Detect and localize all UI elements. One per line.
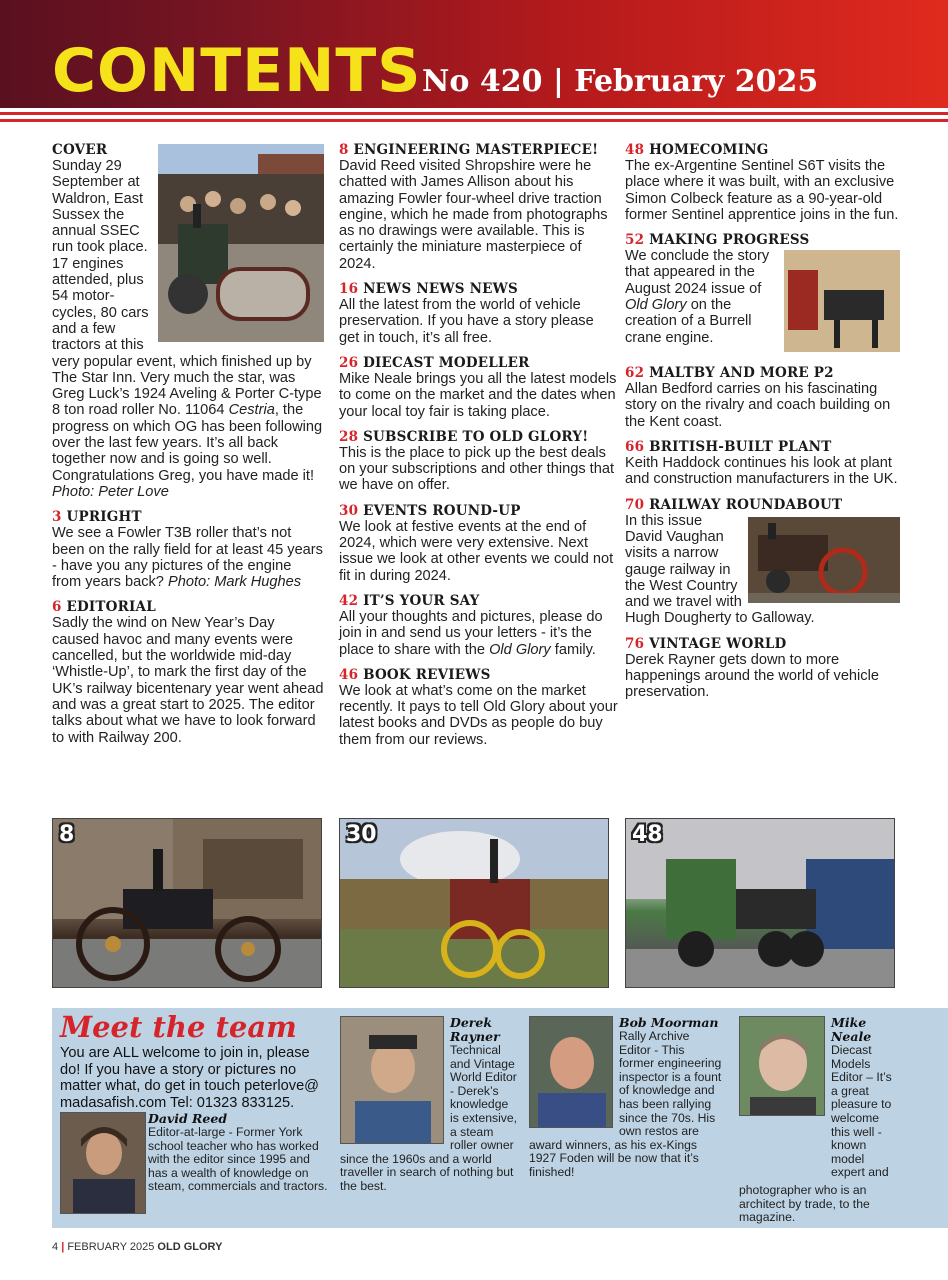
entry-page-number: 26 (339, 354, 359, 371)
entry-title: UPRIGHT (66, 509, 142, 526)
contents-entry (339, 593, 618, 658)
entry-title: BOOK REVIEWS (363, 666, 491, 683)
member-name: David Reed (148, 1111, 228, 1126)
burrell-crane-engine-photo (784, 250, 900, 352)
entry-page-number: 16 (339, 281, 359, 298)
entry-body: Keith Haddock continues his look at plant and construction manufacturers in the UK. (625, 455, 898, 488)
entry-title: HOMECOMING (649, 142, 769, 158)
portrait-illustration (61, 1113, 146, 1214)
traction-engine-illustration (53, 819, 322, 988)
contents-entry (339, 355, 618, 420)
cover-heading: COVER (52, 142, 108, 158)
team-member-bob (529, 1016, 723, 1180)
cover-credit: Photo: Peter Love (52, 483, 169, 500)
footer-date: FEBRUARY 2025 (67, 1241, 155, 1253)
entry-body: The ex-Argentine Sentinel S6T visits the place where it was built, with an exclusive Simon Colbeck feature as a 90-year-old former Sentinel apprentice joins in the fun. (625, 158, 899, 223)
entry-title: RAILWAY ROUNDABOUT (649, 496, 843, 513)
header-rule-top (0, 112, 948, 115)
entry-italic: Old Glory (489, 641, 551, 658)
photo-page-badge: 30 (346, 822, 377, 847)
entry-title: VINTAGE WORLD (649, 635, 787, 652)
meet-the-team-panel (52, 1008, 948, 1228)
photo-traction-engine (52, 818, 322, 988)
entry-title: MALTBY AND MORE P2 (649, 365, 834, 382)
member-bio: Technical and Vintage World Editor - Derek’s knowledge is extensive, a steam roller owner since the 1960s and a world traveller in search of nothing but the best. (340, 1043, 518, 1193)
photo-page-badge: 48 (632, 822, 663, 847)
entry-page-number: 66 (625, 439, 645, 456)
entry-body: Derek Rayner gets down to more happenings around the world of vehicle preservation. (625, 651, 879, 701)
contents-entry (625, 142, 900, 223)
cover-entry (52, 142, 324, 500)
entry-page-number: 46 (339, 666, 359, 683)
contents-entry (625, 439, 900, 488)
photo-showmans-engine (339, 818, 609, 988)
entry-page-number: 52 (625, 232, 645, 249)
entry-title: EVENTS ROUND-UP (363, 502, 521, 519)
footer-brand: OLD GLORY (157, 1241, 223, 1253)
entry-page-number: 76 (625, 635, 645, 652)
contents-entry (339, 281, 618, 346)
entry-title: BRITISH-BUILT PLANT (649, 439, 832, 456)
railway-engine-photo (748, 517, 900, 603)
team-title: Meet the team (60, 1010, 297, 1044)
photo-sentinel-lorry (625, 818, 895, 988)
member-bio: Editor-at-large - Former York school teacher who has worked with the editor since 1995 and has a wealth of knowledge on steam, commercials and tractors. (148, 1125, 328, 1194)
entry-body: Sadly the wind on New Year’s Day caused havoc and many events were cancelled, but the worldwide mid-day ‘Whistle-Up’, to mark the first day of the UK’s railway bicentenary year went ahead and was a great start to 2025. The editor talks about what we have to look forward to with Railway 200. (52, 615, 324, 746)
member-name: Mike Neale (831, 1015, 872, 1044)
entry-body-2: family. (550, 641, 596, 658)
cover-photo (158, 144, 324, 342)
entry-body: All the latest from the world of vehicle preservation. If you have a story please get in touch, it’s all free. (339, 297, 594, 346)
entry-page-number: 48 (625, 142, 645, 158)
header-rule-bottom (0, 119, 948, 122)
team-member-david (148, 1112, 328, 1194)
contents-entry (339, 142, 618, 272)
crane-engine-illustration (784, 250, 900, 352)
entry-body: We see a Fowler T3B roller that’s not been on the rally field for at least 45 years - have you any pictures of the engine from years back? (52, 525, 323, 591)
entry-title: NEWS NEWS NEWS (363, 281, 518, 298)
entry-body: We look at what’s come on the market recently. It pays to tell Old Glory about your latest books and DVDs as people do buy them from our reviews. (339, 682, 618, 748)
entry-body: Allan Bedford carries on his fascinating story on the rivalry and coach building on the Kent coast. (625, 381, 891, 430)
entry-page-number: 28 (339, 428, 359, 445)
entry-title: IT’S YOUR SAY (363, 592, 480, 609)
page-title: CONTENTS (52, 36, 422, 106)
team-member-mike (739, 1016, 899, 1225)
contents-column-2 (339, 142, 618, 757)
entry-body: All your thoughts and pictures, please do join in and send us your letters - it’s the place to share with the (339, 608, 603, 658)
contents-entry (52, 509, 324, 590)
member-bio: Diecast Models Editor – It’s a great pleasure to welcome this well -known model expert and photographer who is an architect by trade, to the magazine. (739, 1043, 892, 1225)
contents-column-1 (52, 142, 324, 755)
narrow-gauge-engine-illustration (748, 517, 900, 603)
team-intro: You are ALL welcome to join in, please do! If you have a story or pictures no matter what, do get in touch peterlove@ madasafish.com Tel: 01323 833125. (60, 1045, 319, 1111)
entry-title: DIECAST MODELLER (363, 354, 530, 371)
contents-entry (339, 429, 618, 494)
entry-credit: Photo: Mark Hughes (167, 574, 302, 591)
team-member-derek (340, 1016, 520, 1194)
member-name: Bob Moorman (619, 1015, 719, 1030)
sentinel-lorry-illustration (626, 819, 895, 988)
page-footer: 4 | FEBRUARY 2025 OLD GLORY (52, 1241, 223, 1253)
entry-page-number: 3 (52, 509, 62, 526)
entry-body: We conclude the story that appeared in the August 2024 issue of (625, 248, 770, 297)
member-bio: Rally Archive Editor - This former engineering inspector is a fount of knowledge and has been rallying since the 70s. His own restos are award winners, as his ex-Kings 1927 Foden will be now that it’s finished! (529, 1029, 722, 1179)
entry-body: David Reed visited Shropshire were he chatted with James Allison about his amazing Fowler four-wheel drive traction engine, which he made from photographs as no drawings were available. This is certainly the miniature masterpiece of 2024. (339, 158, 608, 272)
photo-page-badge: 8 (59, 822, 75, 847)
showmans-engine-illustration (340, 819, 609, 988)
contents-column-3 (625, 142, 900, 710)
contents-entry (339, 667, 618, 748)
contents-entry (625, 497, 900, 627)
contents-entry (339, 503, 618, 584)
entry-title: SUBSCRIBE TO OLD GLORY! (363, 428, 589, 445)
cover-body-2: , the progress on which OG has been following over the last few years. It’s all back together now and is going so well. Congratulations Greg, you have made it! (52, 402, 323, 484)
entry-page-number: 42 (339, 592, 359, 609)
contents-entry (625, 365, 900, 430)
contents-entry (625, 636, 900, 701)
avatar (60, 1112, 146, 1214)
entry-body: In this issue David Vaughan visits a narrow gauge railway in the West Country and we travel with Hugh Dougherty to Galloway. (625, 512, 815, 627)
entry-body: Mike Neale brings you all the latest models to come on the market and the dates when your local toy fair is taking place. (339, 370, 617, 420)
steam-roller-crowd-illustration (158, 144, 324, 342)
entry-page-number: 30 (339, 502, 359, 519)
issue-info: No 420 | February 2025 (422, 64, 819, 99)
entry-body: This is the place to pick up the best deals on your subscriptions and other things that we have on offer. (339, 444, 615, 494)
contents-entry (625, 232, 900, 356)
entry-title: EDITORIAL (66, 599, 156, 616)
entry-body: We look at festive events at the end of 2024, which were very extensive. Next issue we look at other events we could not fit in during 2024. (339, 518, 614, 584)
cover-body: Sunday 29 September at Waldron, East Sussex the annual SSEC run took place. 17 engines attended, plus 54 motor-cycles, 80 cars and a few tractors at this very popular event, which finished up by The Star Inn. Very much the star, was Greg Luck’s 1924 Aveling & Porter C-type 8 ton road roller No. 11064 (52, 158, 322, 419)
contents-entry (52, 599, 324, 745)
entry-body-2: on the creation of a Burrell crane engine. (625, 297, 752, 346)
entry-italic: Old Glory (625, 297, 687, 314)
entry-title: ENGINEERING MASTERPIECE! (353, 142, 599, 158)
footer-page-number: 4 (52, 1241, 59, 1253)
entry-page-number: 62 (625, 365, 645, 382)
member-name: Derek Rayner (450, 1015, 500, 1044)
cover-italic: Cestria (228, 402, 275, 419)
entry-page-number: 70 (625, 496, 645, 513)
entry-title: MAKING PROGRESS (649, 232, 810, 249)
entry-page-number: 8 (339, 142, 349, 158)
entry-page-number: 6 (52, 599, 62, 616)
